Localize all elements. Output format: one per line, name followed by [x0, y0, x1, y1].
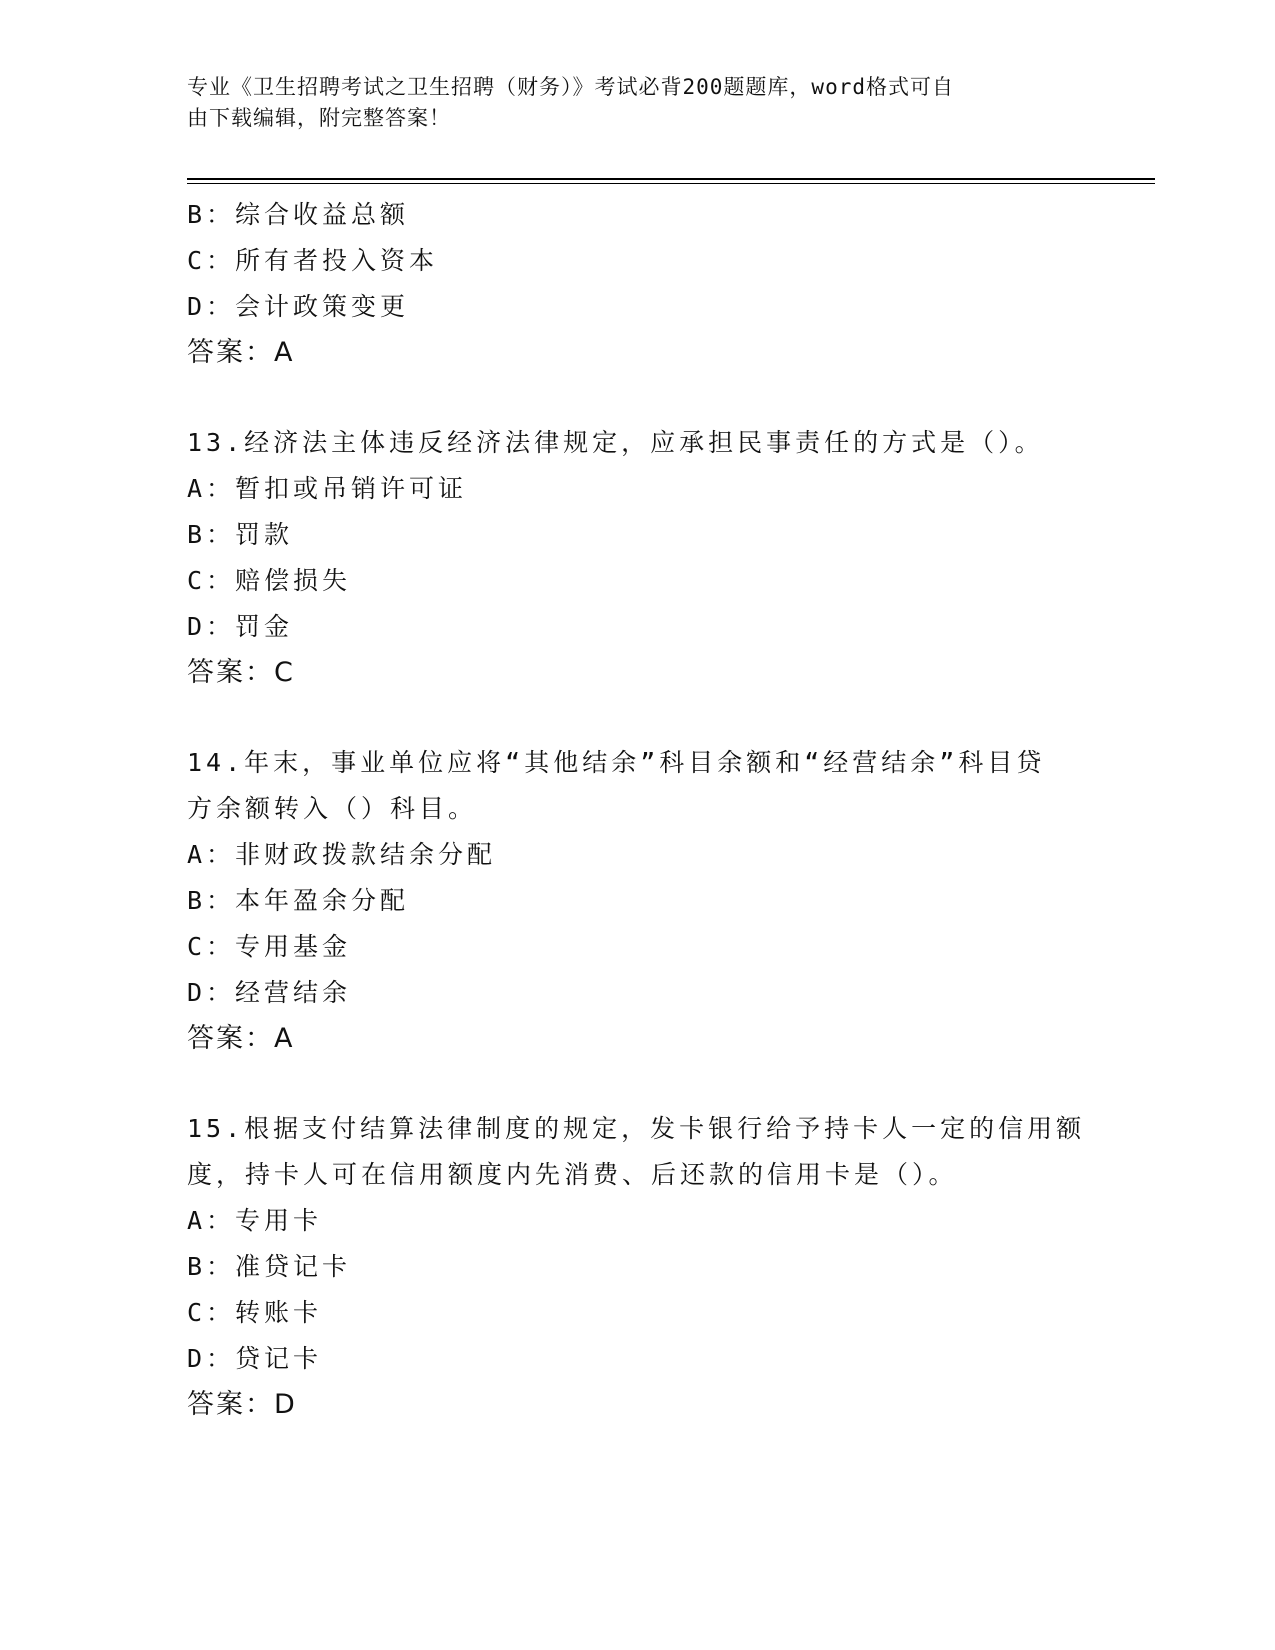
question-text-line-2: 方余额转入（）科目。 — [187, 794, 478, 823]
option-a: A：专用卡 — [187, 1206, 323, 1235]
question-text-line-2: 度，持卡人可在信用额度内先消费、后还款的信用卡是（）。 — [187, 1160, 958, 1189]
option-b: B：准贷记卡 — [187, 1252, 352, 1281]
answer-line: 答案：C — [187, 657, 295, 688]
option-c: C：专用基金 — [187, 932, 352, 961]
question-12-continuation — [187, 192, 1087, 376]
spacer — [187, 696, 1087, 740]
spacer — [187, 376, 1087, 420]
question-text: 13.经济法主体违反经济法律规定，应承担民事责任的方式是（）。 — [187, 428, 1044, 457]
option-a: A：非财政拨款结余分配 — [187, 840, 497, 869]
question-text-line-1: 15.根据支付结算法律制度的规定，发卡银行给予持卡人一定的信用额 — [187, 1114, 1086, 1143]
option-c: C：所有者投入资本 — [187, 246, 439, 275]
option-b: B：罚款 — [187, 520, 294, 549]
page-header — [187, 72, 1067, 134]
question-14 — [187, 740, 1087, 1062]
answer-line: 答案：D — [187, 1389, 297, 1420]
option-d: D：贷记卡 — [187, 1344, 323, 1373]
option-d: D：经营结余 — [187, 978, 352, 1007]
spacer — [187, 1062, 1087, 1106]
header-divider-thin — [187, 183, 1155, 184]
header-divider-thick — [187, 178, 1155, 180]
answer-line: 答案：A — [187, 337, 295, 368]
question-15 — [187, 1106, 1087, 1428]
option-b: B：本年盈余分配 — [187, 886, 410, 915]
option-a: A：暂扣或吊销许可证 — [187, 474, 468, 503]
option-c: C：转账卡 — [187, 1298, 323, 1327]
option-d: D：会计政策变更 — [187, 292, 410, 321]
option-d: D：罚金 — [187, 612, 294, 641]
question-text-line-1: 14.年末，事业单位应将“其他结余”科目余额和“经营结余”科目贷 — [187, 748, 1046, 777]
header-line-2: 由下载编辑，附完整答案！ — [187, 106, 451, 130]
header-line-1: 专业《卫生招聘考试之卫生招聘（财务）》考试必背200题题库，word格式可自 — [187, 75, 954, 99]
option-c: C：赔偿损失 — [187, 566, 352, 595]
answer-line: 答案：A — [187, 1023, 295, 1054]
question-list — [187, 192, 1087, 1428]
question-13 — [187, 420, 1087, 696]
option-b: B：综合收益总额 — [187, 200, 410, 229]
